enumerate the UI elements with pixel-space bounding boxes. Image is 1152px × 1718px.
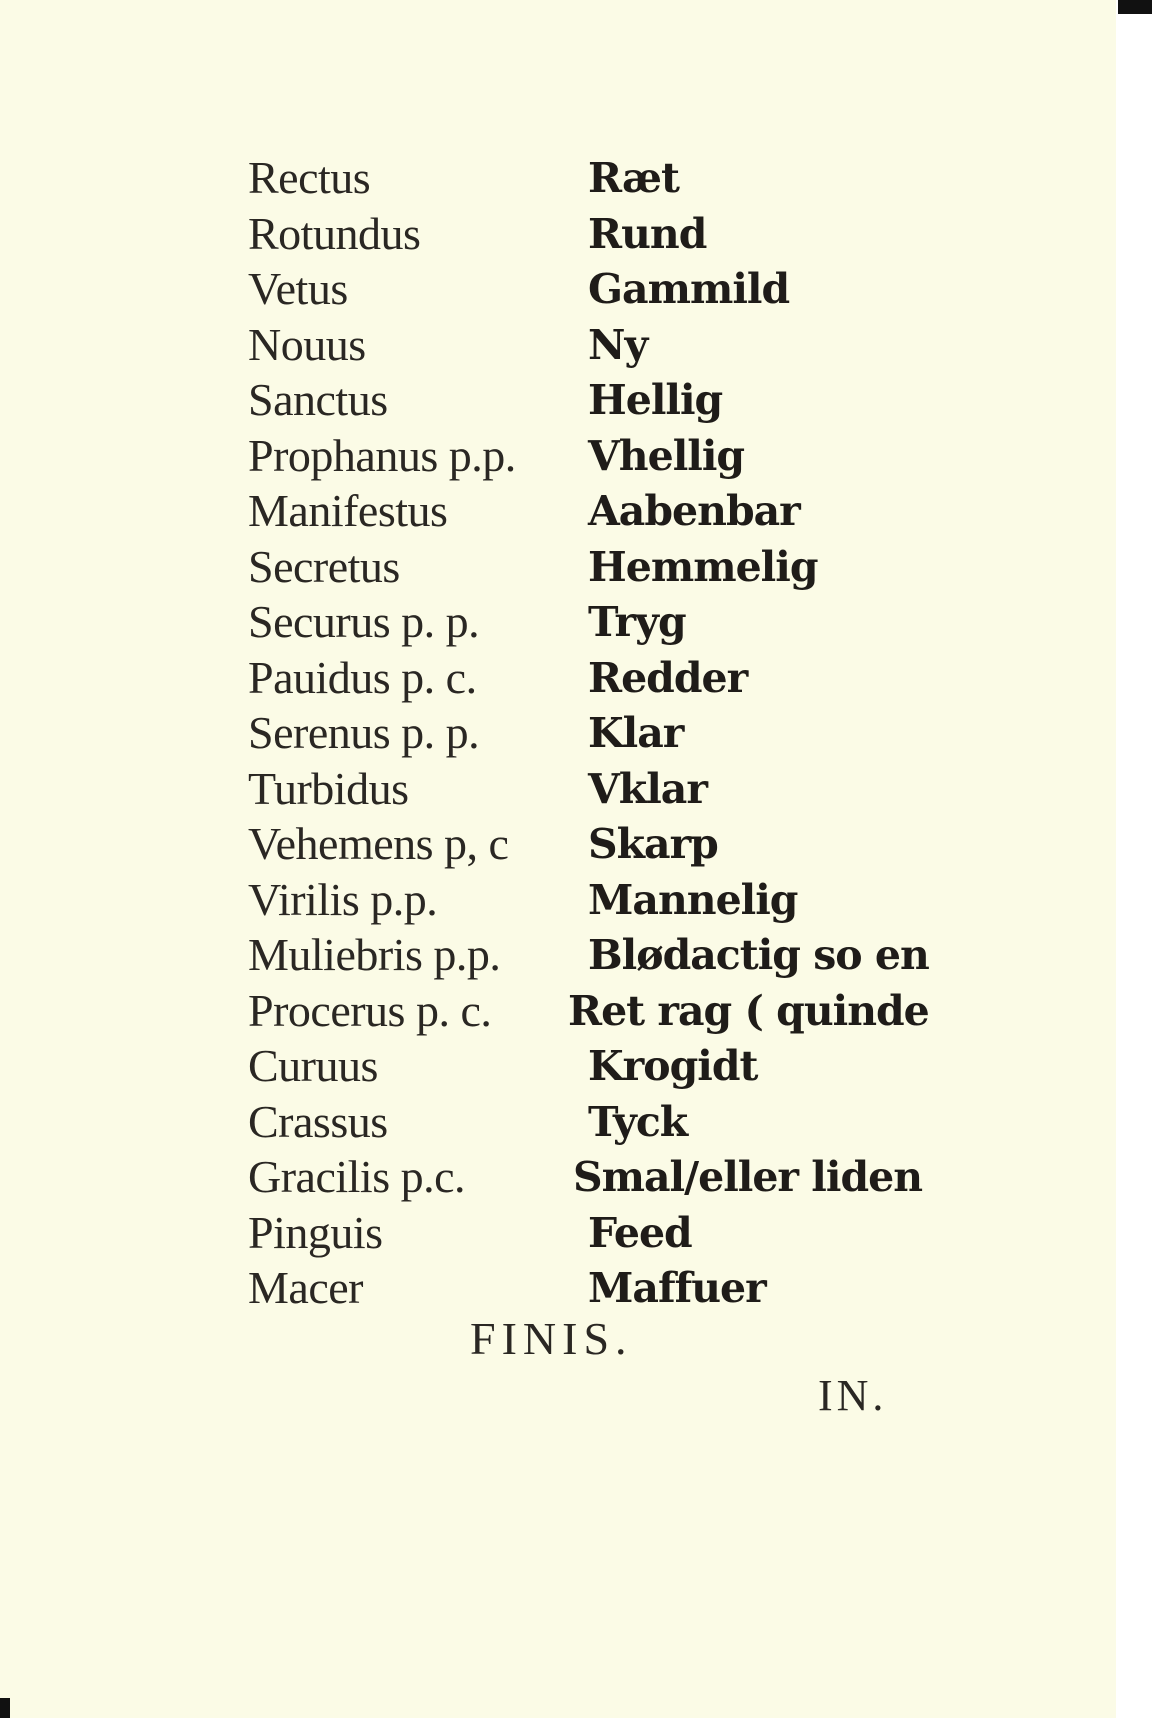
- glossary-entry: [248, 208, 928, 264]
- glossary-entry: [248, 1040, 928, 1096]
- glossary-entry: [248, 374, 928, 430]
- latin-word: Pauidus p. c.: [248, 651, 477, 703]
- scan-edge-mark: [0, 1698, 10, 1718]
- danish-word: Mannelig: [588, 875, 798, 924]
- latin-word: Muliebris p.p.: [248, 929, 501, 980]
- danish-word: Skarp: [588, 820, 718, 868]
- glossary-entry: [248, 763, 928, 819]
- latin-word: Rotundus: [248, 207, 421, 259]
- glossary-entry: [248, 707, 928, 763]
- glossary-entry: [248, 818, 928, 874]
- danish-word: Redder: [588, 653, 748, 702]
- glossary-entry: [248, 1262, 928, 1318]
- latin-word: Secretus: [248, 540, 400, 592]
- latin-word: Manifestus: [248, 485, 448, 536]
- signature-mark: IN.: [818, 1371, 888, 1420]
- danish-word: Klar: [588, 709, 684, 757]
- latin-word: Serenus p. p.: [248, 707, 480, 758]
- latin-word: Rectus: [248, 152, 371, 203]
- latin-word: Nouus: [248, 318, 366, 370]
- danish-word: Ny: [588, 320, 648, 369]
- danish-word: Aabenbar: [588, 487, 800, 535]
- danish-word: Krogidt: [588, 1042, 758, 1090]
- glossary-entry: [248, 985, 928, 1041]
- danish-word: Vklar: [588, 764, 707, 813]
- glossary-entry: [248, 541, 928, 597]
- latin-word: Prophanus p.p.: [248, 429, 516, 481]
- danish-word: Blødactig so en: [588, 931, 929, 979]
- glossary-entry: [248, 263, 928, 319]
- danish-word: Tyck: [588, 1097, 688, 1146]
- glossary-entry: [248, 485, 928, 541]
- danish-word: Vhellig: [588, 431, 745, 480]
- latin-word: Sanctus: [248, 374, 388, 425]
- latin-word: Macer: [248, 1262, 363, 1313]
- danish-word: Smal/eller liden: [573, 1153, 923, 1201]
- latin-word: Vetus: [248, 263, 348, 314]
- latin-danish-glossary: [248, 152, 928, 1318]
- glossary-entry: [248, 319, 928, 375]
- glossary-entry: [248, 430, 928, 486]
- latin-word: Gracilis p.c.: [248, 1151, 466, 1202]
- latin-word: Turbidus: [248, 762, 409, 814]
- glossary-entry: [248, 1207, 928, 1263]
- danish-word: Gammild: [588, 265, 790, 313]
- latin-word: Vehemens p, c: [248, 818, 509, 869]
- danish-word: Feed: [588, 1208, 692, 1257]
- danish-word: Rund: [588, 209, 707, 258]
- glossary-entry: [248, 1096, 928, 1152]
- glossary-entry: [248, 596, 928, 652]
- latin-word: Pinguis: [248, 1206, 383, 1258]
- latin-word: Crassus: [248, 1095, 388, 1147]
- glossary-entry: [248, 152, 928, 208]
- danish-word: Hellig: [588, 376, 723, 424]
- glossary-entry: [248, 1151, 928, 1207]
- glossary-entry: [248, 929, 928, 985]
- glossary-entry: [248, 652, 928, 708]
- latin-word: Virilis p.p.: [248, 873, 438, 925]
- latin-word: Procerus p. c.: [248, 984, 492, 1036]
- latin-word: Securus p. p.: [248, 596, 480, 647]
- latin-word: Curuus: [248, 1040, 378, 1091]
- danish-word: Maffuer: [588, 1264, 766, 1312]
- scan-edge-mark: [1118, 0, 1152, 14]
- danish-word: Tryg: [588, 598, 686, 646]
- glossary-entry: [248, 874, 928, 930]
- danish-word: Ret rag ( quinde: [568, 986, 929, 1035]
- danish-word: Ræt: [588, 154, 679, 202]
- finis-heading: FINIS.: [470, 1313, 633, 1364]
- danish-word: Hemmelig: [588, 542, 818, 591]
